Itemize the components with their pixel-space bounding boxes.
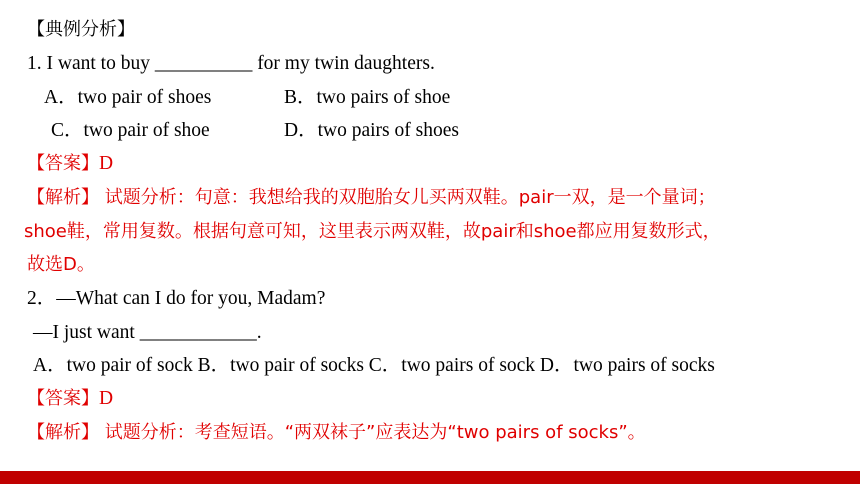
q1-option-d: D．two pairs of shoes [284,120,459,141]
q1-analysis-label: 【解析】 [27,187,99,208]
question-1-stem: 1. I want to buy __________ for my twin daughters. [27,53,435,74]
q1-analysis-line-2: shoe鞋，常用复数。根据句意可知，这里表示两双鞋，故pair和shoe都应用复数形式， [24,221,721,242]
q1-answer-label: 【答案】 [27,153,99,174]
q1-analysis-line-1 [27,186,716,210]
section-title: 【典例分析】 [27,19,135,40]
q1-analysis-text-1: 试题分析：句意：我想给我的双胞胎女儿买两双鞋。pair一双，是一个量词； [104,187,716,208]
q2-answer-label: 【答案】 [27,388,99,409]
footer-bar [0,471,860,484]
q2-options: A．two pair of sock B．two pair of socks C．two pairs of sock D．two pairs of socks [33,355,715,376]
q1-option-a: A．two pair of shoes [44,87,212,108]
q2-analysis-text: 试题分析：考查短语。“两双袜子”应表达为“two pairs of socks”。 [104,422,646,443]
q1-option-c: C．two pair of shoe [51,120,210,141]
q2-answer-value: D [99,388,114,409]
q2-analysis-line [27,421,646,445]
q1-answer-row [27,152,113,176]
q2-analysis-label: 【解析】 [27,422,99,443]
q2-answer-row [27,387,113,411]
q1-analysis-line-3: 故选D。 [27,254,95,275]
q1-option-b: B．two pairs of shoe [284,87,451,108]
question-2-line-2: —I just want ____________. [33,322,262,343]
q1-answer-value: D [99,153,114,174]
question-2-stem: 2．—What can I do for you, Madam? [27,288,326,309]
